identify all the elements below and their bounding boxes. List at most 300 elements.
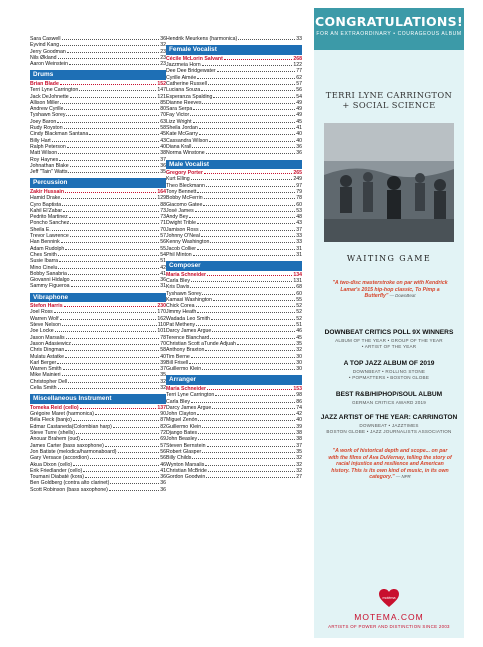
award-title-artist-of-year: JAZZ ARTIST OF THE YEAR: CARRINGTON xyxy=(320,414,458,421)
vote-count: 32 xyxy=(296,461,302,468)
dot-leader xyxy=(59,261,159,262)
nominee-name: Darcy James Argue xyxy=(166,404,212,411)
nominee-name: Roy Haynes xyxy=(30,156,59,163)
nominee-name: Theo Bleckmann xyxy=(166,182,205,189)
nominee-name: Jacob Collier xyxy=(166,245,196,252)
dot-leader xyxy=(211,319,295,320)
category-header-arranger: Arranger xyxy=(166,375,302,385)
nominee-name: Chris Dingman xyxy=(30,347,65,354)
vote-count: 32 xyxy=(160,385,166,392)
nominee-name: Sheila E. xyxy=(30,226,51,233)
vote-count: 60 xyxy=(296,290,302,297)
nominee-name: Phil Minton xyxy=(166,251,192,258)
nominee-name: Gordon Goodwin xyxy=(166,474,206,481)
dot-leader xyxy=(65,357,159,358)
nominee-name: Sara Serpa xyxy=(166,106,193,113)
vote-count: 70 xyxy=(160,340,166,347)
vote-count: 129 xyxy=(157,195,166,202)
dot-leader xyxy=(60,103,159,104)
dot-leader xyxy=(202,103,295,104)
vote-count: 36 xyxy=(160,480,166,487)
award-title-critics-poll: DOWNBEAT CRITICS POLL 9X WINNERS xyxy=(324,329,454,336)
vote-count: 41 xyxy=(160,467,166,474)
dot-leader xyxy=(199,128,295,129)
nominee-name: Christian McBride xyxy=(166,467,207,474)
dot-leader xyxy=(85,477,159,478)
dot-leader xyxy=(196,325,295,326)
dot-leader xyxy=(203,205,295,206)
dot-leader xyxy=(76,433,159,434)
dot-leader xyxy=(208,471,295,472)
dot-leader xyxy=(64,109,159,110)
dot-leader xyxy=(55,331,157,332)
ad-header-banner xyxy=(314,8,464,50)
vote-count: 46 xyxy=(160,461,166,468)
dot-leader xyxy=(70,97,157,98)
vote-count: 137 xyxy=(157,404,166,411)
nominee-name: Eyvind Kang xyxy=(30,42,60,49)
dot-leader xyxy=(189,217,295,218)
nominee-name: Kate McGarry xyxy=(166,131,198,138)
vote-count: 36 xyxy=(296,150,302,157)
vote-count: 37 xyxy=(160,366,166,373)
nominee-name: Billy Childs xyxy=(166,455,192,462)
nominee-name: Gregory Porter xyxy=(166,170,203,177)
nominee-name: Diana Krall xyxy=(166,143,192,150)
vote-count: 33 xyxy=(296,36,302,42)
nominee-name: Karl Berger xyxy=(30,359,57,366)
nominee-name: Wynton Marsalis xyxy=(166,461,205,468)
dot-leader xyxy=(192,458,295,459)
dot-leader xyxy=(199,134,295,135)
nominee-name: Jazzmeia Horn xyxy=(166,62,201,69)
vote-count: 56 xyxy=(160,455,166,462)
dot-leader xyxy=(197,78,295,79)
nominee-name: Steve Turre (shells) xyxy=(30,430,75,437)
award-detail: GERMAN CRITICS AWARD 2019 xyxy=(351,400,427,405)
dot-leader xyxy=(209,141,295,142)
nominee-name: Adam Rudolph xyxy=(30,245,65,252)
nominee-name: Sheila Jordan xyxy=(166,125,198,132)
vote-count: 36 xyxy=(160,277,166,284)
nominee-name: Hendrik Meurkens (harmonica) xyxy=(166,36,238,42)
dot-leader xyxy=(202,427,295,428)
vote-count: 36 xyxy=(160,486,166,493)
dot-leader xyxy=(193,122,296,123)
vote-count: 122 xyxy=(293,62,302,69)
dot-leader xyxy=(224,59,293,60)
vote-count: 56 xyxy=(160,239,166,246)
dot-leader xyxy=(66,338,160,339)
dot-leader xyxy=(206,186,295,187)
ballot-row xyxy=(166,474,302,480)
nominee-name: Tomeka Reid (cello) xyxy=(30,404,79,411)
vote-count: 49 xyxy=(296,112,302,119)
category-header-male-vocalist: Male Vocalist xyxy=(166,160,302,170)
nominee-name: Dwight Trible xyxy=(166,220,196,227)
nominee-name: Brian Blade xyxy=(30,80,59,87)
dot-leader xyxy=(68,274,159,275)
nominee-name: Luciana Souza xyxy=(166,87,201,94)
dot-leader xyxy=(58,388,160,389)
award-detail: DOWNBEAT • ROLLING STONE xyxy=(352,369,426,374)
nominee-name: Darcy James Argue xyxy=(166,328,212,335)
nominee-name: Kenny Washington xyxy=(166,239,210,246)
ballot-row xyxy=(30,169,166,175)
vote-count: 37 xyxy=(160,156,166,163)
nominee-name: Guillermo Klein xyxy=(166,423,202,430)
ad-headline: CONGRATULATIONS! xyxy=(315,14,463,29)
nominee-name: John Beasley xyxy=(166,436,198,443)
vote-count: 162 xyxy=(157,315,166,322)
vote-count: 68 xyxy=(296,284,302,291)
dot-leader xyxy=(68,382,159,383)
nominee-name: Lizz Wright xyxy=(166,118,192,125)
dot-leader xyxy=(62,375,160,376)
artist-name xyxy=(314,90,464,110)
vote-count: 57 xyxy=(160,442,166,449)
dot-leader xyxy=(205,465,295,466)
dot-leader xyxy=(59,160,159,161)
vote-count: 51 xyxy=(160,258,166,265)
dot-leader xyxy=(238,39,295,40)
nominee-name: Pat Metheny xyxy=(166,322,196,329)
nominee-name: Bobby McFerrin xyxy=(166,195,203,202)
category-header-percussion: Percussion xyxy=(30,178,166,188)
dot-leader xyxy=(60,84,157,85)
ballot-row xyxy=(30,487,166,493)
nominee-name: Warren Smith xyxy=(30,366,62,373)
dot-leader xyxy=(198,420,295,421)
nominee-name: Maria Schneider xyxy=(166,385,207,392)
vote-count: 35 xyxy=(160,169,166,176)
vote-count: 74 xyxy=(296,404,302,411)
quote-source: — DownBeat xyxy=(388,293,416,299)
dot-leader xyxy=(57,122,159,123)
dot-leader xyxy=(62,39,160,40)
nominee-name: Cyrille Aimée xyxy=(166,74,197,81)
vote-count: 46 xyxy=(296,328,302,335)
artist-line-1: TERRI LYNE CARRINGTON xyxy=(325,90,453,100)
vote-count: 45 xyxy=(160,131,166,138)
nominee-name: Sammy Figueroa xyxy=(30,283,70,290)
vote-count: 55 xyxy=(296,296,302,303)
vote-count: 73 xyxy=(160,214,166,221)
vote-count: 45 xyxy=(296,334,302,341)
dot-leader xyxy=(206,477,295,478)
dot-leader xyxy=(73,465,159,466)
vote-count: 60 xyxy=(296,201,302,208)
nominee-name: Mike Mainieri xyxy=(30,372,61,379)
vote-count: 43 xyxy=(296,220,302,227)
nominee-name: Erik Friedlander (cello) xyxy=(30,467,83,474)
vote-count: 36 xyxy=(160,162,166,169)
nominee-name: José James xyxy=(166,207,194,214)
dot-leader xyxy=(197,223,295,224)
nominee-name: Bobby Sanabria xyxy=(30,270,67,277)
dot-leader xyxy=(202,452,295,453)
dot-leader xyxy=(66,115,159,116)
nominee-name: John Clayton xyxy=(166,411,197,418)
nominee-name: Celia Smith xyxy=(30,385,57,392)
brand-url[interactable]: MOTEMA.COM xyxy=(354,612,424,622)
vote-count: 41 xyxy=(160,270,166,277)
vote-count: 69 xyxy=(160,436,166,443)
nominee-name: Sara Caswell xyxy=(30,36,61,42)
nominee-name: Edmar Castaneda(Colombian harp) xyxy=(30,423,112,430)
ballot-row xyxy=(166,366,302,372)
vote-count: 90 xyxy=(160,411,166,418)
dot-leader xyxy=(206,153,296,154)
vote-count: 42 xyxy=(296,411,302,418)
vote-count: 40 xyxy=(160,353,166,360)
dot-leader xyxy=(190,115,295,116)
vote-count: 58 xyxy=(160,347,166,354)
nominee-name: Guillermo Klein xyxy=(166,366,202,373)
dot-leader xyxy=(202,294,295,295)
vote-count: 121 xyxy=(157,93,166,100)
nominee-name: Esperanza Spalding xyxy=(166,93,213,100)
vote-count: 56 xyxy=(296,87,302,94)
dot-leader xyxy=(73,420,159,421)
ballot-row xyxy=(166,252,302,258)
category-header-miscellaneous-instrument: Miscellaneous Instrument xyxy=(30,394,166,404)
vote-count: 30 xyxy=(296,366,302,373)
vote-count: 52 xyxy=(296,303,302,310)
nominee-name: Warren Wolf xyxy=(30,315,59,322)
nominee-name: Ches Smith xyxy=(30,251,57,258)
dot-leader xyxy=(60,319,157,320)
dot-leader xyxy=(54,312,157,313)
dot-leader xyxy=(196,306,296,307)
nominee-name: Cécile McLorin Salvant xyxy=(166,55,223,62)
nominee-name: Rudy Royston xyxy=(30,125,63,132)
dot-leader xyxy=(207,275,292,276)
dot-leader xyxy=(118,452,160,453)
nominee-name: Toumani Diabaté (kora) xyxy=(30,474,84,481)
vote-count: 56 xyxy=(160,448,166,455)
dot-leader xyxy=(110,483,159,484)
dot-leader xyxy=(95,414,159,415)
vote-count: 38 xyxy=(296,430,302,437)
vote-count: 33 xyxy=(296,233,302,240)
vote-count: 54 xyxy=(160,251,166,258)
ad-subheadline: FOR AN EXTRAORDINARY • COURAGEOUS ALBUM xyxy=(316,31,462,37)
vote-count: 147 xyxy=(157,87,166,94)
award-detail: ALBUM OF THE YEAR • GROUP OF THE YEAR xyxy=(335,338,443,343)
ballot-row xyxy=(166,36,302,42)
album-advertisement xyxy=(314,8,464,638)
dot-leader xyxy=(58,153,159,154)
dot-leader xyxy=(52,230,159,231)
dot-leader xyxy=(207,389,292,390)
logo-wordmark: motéma xyxy=(382,596,396,600)
dot-leader xyxy=(70,166,160,167)
vote-count: 79 xyxy=(296,188,302,195)
nominee-name: Kris Davis xyxy=(166,284,190,291)
nominee-name: Django Bates xyxy=(166,430,198,437)
vote-count: 134 xyxy=(293,271,302,278)
dot-leader xyxy=(67,147,159,148)
nominee-name: Catherine Russell xyxy=(166,80,207,87)
dot-leader xyxy=(80,408,157,409)
ballot-row xyxy=(30,61,166,67)
nominee-name: Jimmy Heath xyxy=(166,309,197,316)
nominee-name: Hamid Drake xyxy=(30,195,61,202)
dot-leader xyxy=(190,287,295,288)
nominee-name: Andrew Cyrille xyxy=(30,106,64,113)
nominee-name: Poncho Sanchez xyxy=(30,220,70,227)
nominee-name: Tyshawn Sorey xyxy=(30,112,66,119)
vote-count: 57 xyxy=(160,233,166,240)
vote-count: 35 xyxy=(296,448,302,455)
nominee-name: Grégoire Maret (harmonica) xyxy=(30,411,95,418)
vote-count: 78 xyxy=(160,334,166,341)
category-header-composer: Composer xyxy=(166,261,302,271)
nominee-name: Wadada Leo Smith xyxy=(166,315,210,322)
dot-leader xyxy=(90,458,159,459)
vote-count: 32 xyxy=(160,378,166,385)
album-cover-photo xyxy=(324,123,454,242)
vote-count: 51 xyxy=(296,322,302,329)
award-detail: DOWNBEAT • JAZZTIMES xyxy=(359,423,419,428)
nominee-name: Jon Batiste (melodica/harmonaboard) xyxy=(30,448,117,455)
dot-leader xyxy=(61,198,156,199)
nominee-name: Jason Adasiewicz xyxy=(30,340,71,347)
nominee-name: Jack DeJohnette xyxy=(30,93,69,100)
nominee-name: Ralph Peterson xyxy=(30,143,66,150)
award-title-rnb: BEST R&B/HIPHOP/SOUL ALBUM xyxy=(335,391,443,398)
vote-count: 82 xyxy=(160,423,166,430)
dot-leader xyxy=(201,236,295,237)
dot-leader xyxy=(109,490,159,491)
nominee-name: Terri Lyne Carrington xyxy=(166,392,215,399)
vote-count: 35 xyxy=(296,340,302,347)
vote-count: 54 xyxy=(296,93,302,100)
nominee-name: Pedrito Martinez xyxy=(30,214,68,221)
nominee-name: Steven Bernstein xyxy=(166,442,206,449)
ballot-column-middle xyxy=(166,36,302,480)
dot-leader xyxy=(195,211,296,212)
dot-leader xyxy=(81,439,159,440)
vote-count: 268 xyxy=(293,55,302,62)
vote-count: 249 xyxy=(293,176,302,183)
category-header-female-vocalist: Female Vocalist xyxy=(166,45,302,55)
category-header-vibraphone: Vibraphone xyxy=(30,293,166,303)
dot-leader xyxy=(201,90,295,91)
nominee-name: Dianne Reeves xyxy=(166,99,202,106)
vote-count: 27 xyxy=(296,474,302,481)
nominee-name: Anthony Braxton xyxy=(166,347,205,354)
nominee-name: Ben Goldberg (contra alto clarinet) xyxy=(30,480,110,487)
dot-leader xyxy=(215,395,295,396)
dot-leader xyxy=(72,344,159,345)
dot-leader xyxy=(210,242,295,243)
vote-count: 80 xyxy=(160,106,166,113)
dot-leader xyxy=(65,249,159,250)
vote-count: 42 xyxy=(160,264,166,271)
dot-leader xyxy=(193,109,295,110)
nominee-name: Han Bennink xyxy=(30,239,60,246)
nominee-name: Norma Winstone xyxy=(166,150,205,157)
nominee-name: Cassandra Wilson xyxy=(166,137,209,144)
nominee-name: Robert Glasper xyxy=(166,448,202,455)
nominee-name: Bill Frisell xyxy=(166,359,189,366)
vote-count: 23 xyxy=(160,48,166,55)
dot-leader xyxy=(64,128,160,129)
vote-count: 45 xyxy=(296,118,302,125)
dot-leader xyxy=(58,58,160,59)
vote-count: 39 xyxy=(160,359,166,366)
dot-leader xyxy=(202,369,295,370)
nominee-name: Kahil El'Zabar xyxy=(30,207,63,214)
vote-count: 41 xyxy=(296,125,302,132)
dot-leader xyxy=(237,344,295,345)
ballot-row xyxy=(30,283,166,289)
vote-count: 32 xyxy=(296,467,302,474)
brand-tagline: ARTISTS OF POWER AND DISTINCTION SINCE 2003 xyxy=(328,624,450,629)
vote-count: 58 xyxy=(160,125,166,132)
press-quote-downbeat xyxy=(328,280,452,300)
vote-count: 110 xyxy=(157,322,166,329)
nominee-name: Johnathan Blake xyxy=(30,162,69,169)
vote-count: 35 xyxy=(160,372,166,379)
nominee-name: Steve Nelson xyxy=(30,322,61,329)
dot-leader xyxy=(71,280,160,281)
vote-count: 164 xyxy=(157,188,166,195)
vote-count: 70 xyxy=(160,112,166,119)
dot-leader xyxy=(60,45,159,46)
dot-leader xyxy=(191,402,295,403)
vote-count: 131 xyxy=(293,278,302,284)
dot-leader xyxy=(204,173,292,174)
nominee-name: Billy Hart xyxy=(30,137,51,144)
nominee-name: Tyshawn Sorey xyxy=(166,290,202,297)
dot-leader xyxy=(57,363,159,364)
dot-leader xyxy=(189,363,295,364)
vote-count: 40 xyxy=(296,417,302,424)
vote-count: 170 xyxy=(157,309,166,316)
dot-leader xyxy=(62,325,157,326)
vote-count: 71 xyxy=(160,220,166,227)
nominee-name: Mino Cinelu xyxy=(30,264,58,271)
nominee-name: Tony Bennett xyxy=(166,188,197,195)
dot-leader xyxy=(198,433,295,434)
dot-leader xyxy=(193,255,296,256)
vote-count: 53 xyxy=(296,207,302,214)
dot-leader xyxy=(213,300,295,301)
dot-leader xyxy=(204,198,296,199)
nominee-name: Zakir Hussain xyxy=(30,188,65,195)
quote-source: — NPR xyxy=(394,474,411,480)
nominee-name: Aaron Weinstein xyxy=(30,61,68,68)
nominee-name: Terri Lyne Carrington xyxy=(30,87,79,94)
vote-count: 38 xyxy=(160,150,166,157)
award-title-top-album: A TOP JAZZ ALBUM OF 2019 xyxy=(343,360,435,367)
dot-leader xyxy=(65,350,159,351)
dot-leader xyxy=(212,408,295,409)
nominee-name: Jamison Ross xyxy=(166,226,199,233)
dot-leader xyxy=(105,446,159,447)
vote-count: 86 xyxy=(296,398,302,405)
ballot-column-left xyxy=(30,36,166,493)
dot-leader xyxy=(197,414,295,415)
vote-count: 40 xyxy=(160,143,166,150)
dot-leader xyxy=(70,223,159,224)
nominee-name: Fay Victor xyxy=(166,112,190,119)
nominee-name: Giovanni Hidalgo xyxy=(30,277,70,284)
nominee-name: Cyro Baptista xyxy=(30,201,62,208)
